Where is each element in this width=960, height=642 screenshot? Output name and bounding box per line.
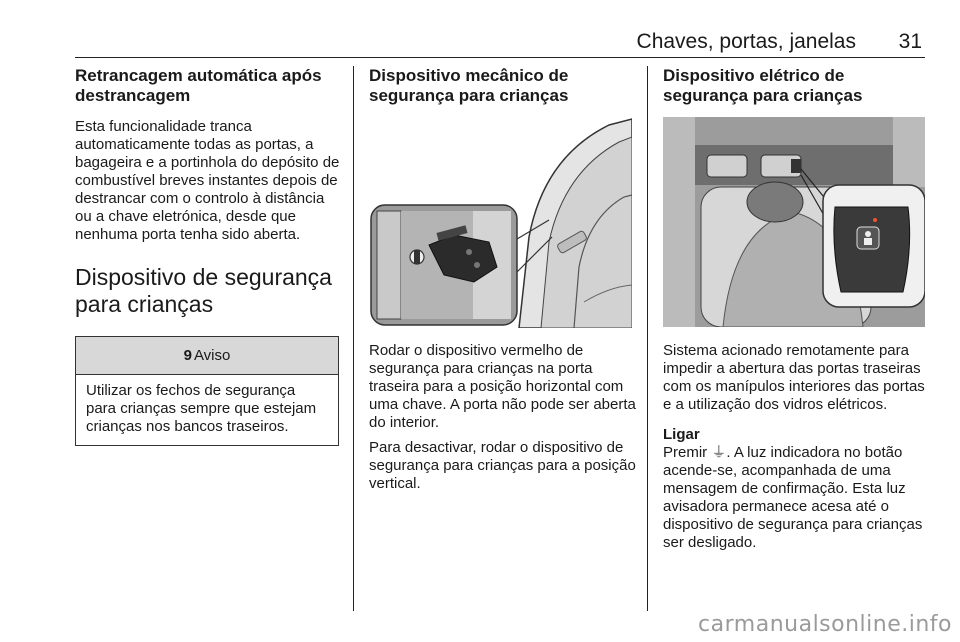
warning-text: Utilizar os fechos de segurança para crianças sempre que estejam crianças nos bancos traseiros. bbox=[86, 382, 317, 435]
warning-icon: 9 bbox=[183, 347, 192, 364]
subheading: Ligar bbox=[663, 426, 700, 443]
watermark: carmanualsonline.info bbox=[698, 612, 952, 637]
body-text: Esta funcionalidade tranca automaticamente todas as portas, a bagageira e a portinhola do depósito de combustível breves instantes depois de destrancar com o controlo à distância ou a chave eletrónica, desde que nenhuma porta tenha sido aberta. bbox=[75, 118, 340, 243]
column-3-text bbox=[663, 342, 931, 552]
page-header-title: Chaves, portas, janelas bbox=[636, 30, 856, 53]
column-divider bbox=[647, 66, 648, 611]
header-rule bbox=[75, 57, 925, 58]
column-2 bbox=[369, 66, 634, 106]
body-text: Para desactivar, rodar o dispositivo de segurança para crianças para a posição vertical. bbox=[369, 439, 636, 492]
section-title: Dispositivo de segurança para crianças bbox=[75, 264, 332, 317]
body-text: Sistema acionado remotamente para impedir a abertura das portas traseiras com os manípulos interiores das portas e a utilização dos vidros elétricos. bbox=[663, 342, 925, 413]
mechanical-child-lock-illustration bbox=[369, 117, 632, 328]
body-text: Rodar o dispositivo vermelho de segurança para crianças na porta traseira para a posição horizontal com uma chave. A porta não pode ser aberta do interior. bbox=[369, 342, 636, 431]
section-heading: Dispositivo mecânico de segurança para crianças bbox=[369, 66, 569, 105]
section-heading: Dispositivo elétrico de segurança para crianças bbox=[663, 66, 863, 105]
page-number: 31 bbox=[898, 30, 922, 53]
warning-box bbox=[75, 336, 339, 446]
column-divider bbox=[353, 66, 354, 611]
column-3 bbox=[663, 66, 928, 106]
body-text: Premir ⏚. A luz indicadora no botão acende-se, acompanhada de uma mensagem de confirmação. Esta luz avisadora permanece acesa até o dispositivo de segurança para crianças ser desligado. bbox=[663, 444, 923, 551]
column-2-text bbox=[369, 342, 637, 493]
warning-header bbox=[76, 337, 338, 375]
warning-title: Aviso bbox=[193, 347, 231, 364]
column-1 bbox=[75, 66, 340, 318]
section-heading: Retrancagem automática após destrancagem bbox=[75, 66, 322, 105]
electric-child-lock-illustration bbox=[663, 117, 925, 327]
